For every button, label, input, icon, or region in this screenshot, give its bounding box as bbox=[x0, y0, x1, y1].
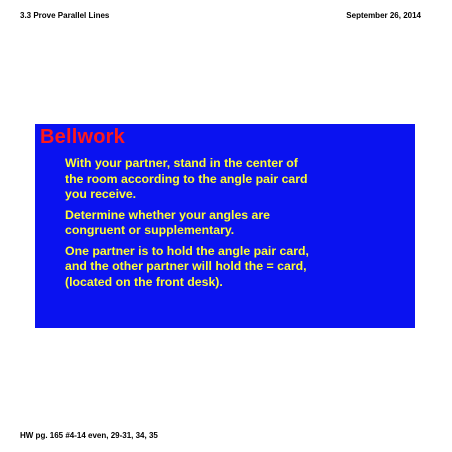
slide-body bbox=[65, 156, 407, 295]
instruction-paragraph: One partner is to hold the angle pair card, and the other partner will hold the = card, (located on the front desk). bbox=[65, 243, 309, 289]
bellwork-slide bbox=[35, 124, 415, 328]
instruction-paragraph: Determine whether your angles are congruent or supplementary. bbox=[65, 207, 271, 237]
page-title: 3.3 Prove Parallel Lines bbox=[20, 11, 110, 20]
slide-title: Bellwork bbox=[40, 126, 125, 148]
instruction-paragraph: With your partner, stand in the center of the room according to the angle pair card you receive. bbox=[65, 156, 308, 201]
homework-note: HW pg. 165 #4-14 even, 29-31, 34, 35 bbox=[20, 431, 158, 440]
page-date: September 26, 2014 bbox=[346, 11, 421, 20]
